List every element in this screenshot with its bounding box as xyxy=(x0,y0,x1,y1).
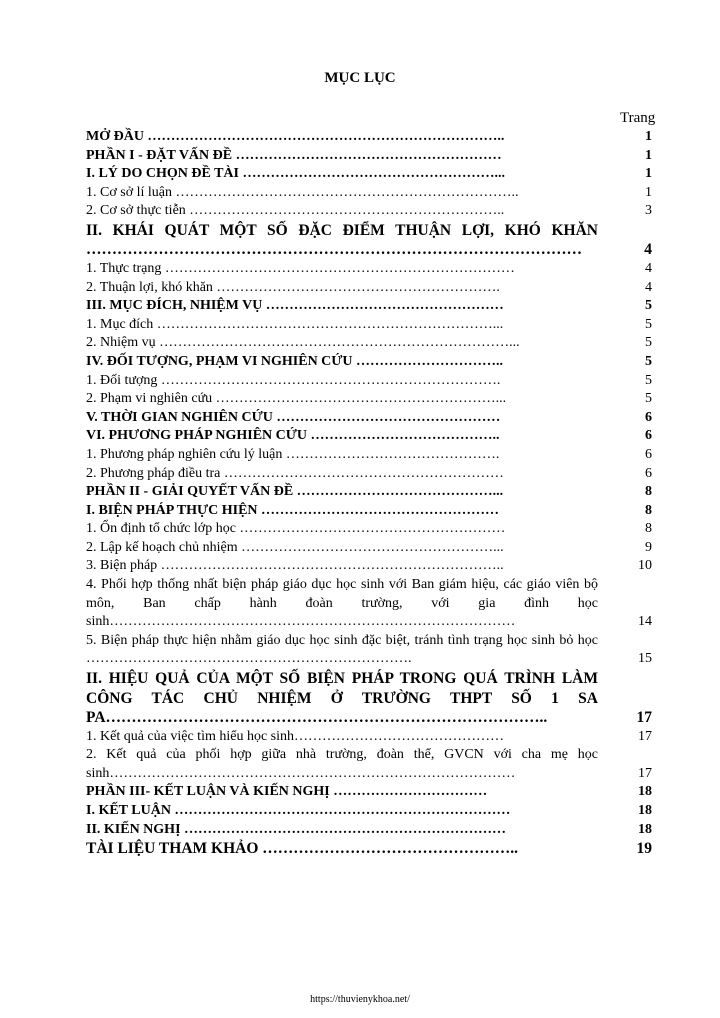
toc-entry-title: IV. ĐỐI TƯỢNG, PHẠM VI NGHIÊN CỨU ………………………….. xyxy=(86,353,504,369)
toc-entry-title: 1. Đối tượng ………………………………………………………………. xyxy=(86,372,501,388)
toc-entry-title: 2. Cơ sở thực tiễn ………………………………………………………….. xyxy=(86,203,505,219)
toc-entry-page: 4 xyxy=(645,260,652,276)
toc-entry xyxy=(86,427,652,446)
toc-entry xyxy=(86,483,652,502)
toc-entry-title: 1. Phương pháp nghiên cứu lý luận ………………………………………. xyxy=(86,446,500,462)
toc-entry-title: 1. Cơ sở lí luận ……………………………………………………………….. xyxy=(86,184,519,200)
toc-entry xyxy=(86,839,652,859)
toc-entry-page: 5 xyxy=(645,391,652,407)
toc-entry-page: 9 xyxy=(645,539,652,555)
toc-entry xyxy=(86,353,652,372)
toc-entry xyxy=(86,446,652,465)
toc-entry-page: 5 xyxy=(645,298,652,314)
toc-entry-page: 5 xyxy=(645,372,652,388)
toc-entry-title: 2. Kết quả của phối hợp giữa nhà trường, đoàn thể, GVCN với cha mẹ học sinh…………………………………………………………………………… xyxy=(86,747,598,781)
toc-entry-page: 6 xyxy=(645,446,652,462)
toc-entry-page: 6 xyxy=(645,428,652,444)
toc-entry xyxy=(86,746,652,783)
toc-entry xyxy=(86,260,652,279)
toc-entry-title: II. KIẾN NGHỊ …………………………………………………………… xyxy=(86,821,507,837)
toc-entry-page: 1 xyxy=(645,184,652,200)
toc-entry-page: 18 xyxy=(638,821,652,837)
toc-entry xyxy=(86,202,652,221)
toc-entry-page: 19 xyxy=(636,840,652,858)
toc-entry xyxy=(86,147,652,166)
toc-entry-page: 5 xyxy=(645,316,652,332)
toc-entry-page: 4 xyxy=(645,279,652,295)
toc-entry xyxy=(86,372,652,391)
toc-entry xyxy=(86,128,652,147)
toc-entry-page: 10 xyxy=(638,558,652,574)
toc-entry-page: 1 xyxy=(645,147,652,163)
toc-entry-page: 17 xyxy=(638,765,652,781)
toc-entry xyxy=(86,557,652,576)
toc-entry xyxy=(86,297,652,316)
toc-entry xyxy=(86,221,652,260)
toc-entry-title: I. BIỆN PHÁP THỰC HIỆN …………………………………………… xyxy=(86,502,500,518)
toc-entry-title: I. KẾT LUẬN ……………………………………………………………… xyxy=(86,802,511,818)
toc-entry-title: VI. PHƯƠNG PHÁP NGHIÊN CỨU ………………………………….. xyxy=(86,428,500,444)
toc-entry-title: 2. Phạm vi nghiên cứu ……………………………………………………... xyxy=(86,391,507,407)
toc-entry xyxy=(86,316,652,335)
toc-entry-page: 14 xyxy=(638,614,652,630)
toc-entry-page: 8 xyxy=(645,502,652,518)
toc-entry-page: 1 xyxy=(645,129,652,144)
toc-entry-page: 8 xyxy=(645,484,652,500)
toc-entry-title: III. MỤC ĐÍCH, NHIỆM VỤ …………………………………………… xyxy=(86,298,504,314)
toc-entry xyxy=(86,728,652,747)
toc-entry-title: PHẦN II - GIẢI QUYẾT VẤN ĐỀ ……………………………………... xyxy=(86,484,504,500)
toc-entry xyxy=(86,520,652,539)
table-of-contents xyxy=(86,128,652,859)
toc-entry xyxy=(86,669,652,728)
toc-entry-title: I. LÝ DO CHỌN ĐỀ TÀI ………………………………………………... xyxy=(86,166,505,182)
toc-entry-title: II. HIỆU QUẢ CỦA MỘT SỐ BIỆN PHÁP TRONG QUÁ TRÌNH LÀM CÔNG TÁC CHỦ NHIỆM Ở TRƯỜNG THPT SỐ 1 SA PA………………………………………………………………………….. xyxy=(86,670,598,727)
toc-entry-title: 5. Biện pháp thực hiện nhằm giáo dục học sinh đặc biệt, tránh tình trạng học sinh bỏ học ……………………………………………………………. xyxy=(86,632,598,667)
toc-entry xyxy=(86,334,652,353)
toc-entry-page: 3 xyxy=(645,203,652,219)
toc-entry-title: 2. Phương pháp điều tra …………………………………………………… xyxy=(86,465,504,481)
toc-entry-page: 15 xyxy=(638,651,652,667)
toc-entry-title: 2. Nhiệm vụ …………………………………………………………………... xyxy=(86,335,520,351)
toc-entry-page: 17 xyxy=(636,709,652,727)
toc-entry-page: 5 xyxy=(645,335,652,351)
toc-entry-page: 4 xyxy=(644,241,652,259)
toc-entry xyxy=(86,783,652,802)
toc-entry-title: 1. Mục đích ………………………………………………………………... xyxy=(86,316,504,332)
toc-entry-page: 6 xyxy=(645,465,652,481)
toc-entry-page: 18 xyxy=(638,784,652,800)
toc-entry-title: 4. Phối hợp thống nhất biện pháp giáo dục học sinh với Ban giám hiệu, các giáo viên bộ môn, Ban chấp hành đoàn trường, với gia đình học sinh…………………………………………………………………………… xyxy=(86,577,598,630)
toc-entry-title: 3. Biện pháp ……………………………………………………………….. xyxy=(86,558,504,574)
toc-entry-title: 1. Kết quả của việc tìm hiểu học sinh……………………………………… xyxy=(86,728,504,744)
toc-entry xyxy=(86,502,652,521)
toc-entry xyxy=(86,632,652,669)
toc-entry xyxy=(86,539,652,558)
toc-entry-title: TÀI LIỆU THAM KHẢO ………………………………………….. xyxy=(86,840,519,858)
page-title: MỤC LỤC xyxy=(324,70,396,86)
toc-entry-title: MỞ ĐẦU ………………………………………………………………….. xyxy=(86,129,505,144)
toc-entry-title: 1. Thực trạng ………………………………………………………………… xyxy=(86,260,515,276)
toc-entry-page: 5 xyxy=(645,353,652,369)
toc-entry-page: 17 xyxy=(638,728,652,744)
toc-entry-title: 1. Ổn định tổ chức lớp học ………………………………………………… xyxy=(86,521,506,537)
toc-entry-title: V. THỜI GIAN NGHIÊN CỨU ………………………………………… xyxy=(86,409,501,425)
toc-entry-title: PHẦN I - ĐẶT VẤN ĐỀ ………………………………………………… xyxy=(86,147,502,163)
toc-entry-page: 18 xyxy=(638,802,652,818)
footer-url: https://thuvienykhoa.net/ xyxy=(310,994,410,1005)
toc-entry xyxy=(86,465,652,484)
page-column-header: Trang xyxy=(620,110,656,126)
toc-entry-page: 1 xyxy=(645,166,652,182)
toc-entry-title: PHẦN III- KẾT LUẬN VÀ KIẾN NGHỊ …………………………… xyxy=(86,784,488,800)
toc-entry-page: 8 xyxy=(645,521,652,537)
toc-entry-title: 2. Lập kế hoạch chủ nhiệm ………………………………………………... xyxy=(86,539,504,555)
toc-entry-title: 2. Thuận lợi, khó khăn ……………………………………………………. xyxy=(86,279,500,295)
toc-entry-title: II. KHÁI QUÁT MỘT SỐ ĐẶC ĐIỂM THUẬN LỢI, KHÓ KHĂN …………………………………………………………………………………… xyxy=(86,221,598,259)
toc-entry xyxy=(86,165,652,184)
toc-entry xyxy=(86,821,652,840)
toc-entry xyxy=(86,409,652,428)
toc-entry xyxy=(86,390,652,409)
toc-entry xyxy=(86,279,652,298)
toc-entry xyxy=(86,184,652,203)
toc-entry xyxy=(86,576,652,632)
toc-entry-page: 6 xyxy=(645,409,652,425)
toc-entry xyxy=(86,802,652,821)
